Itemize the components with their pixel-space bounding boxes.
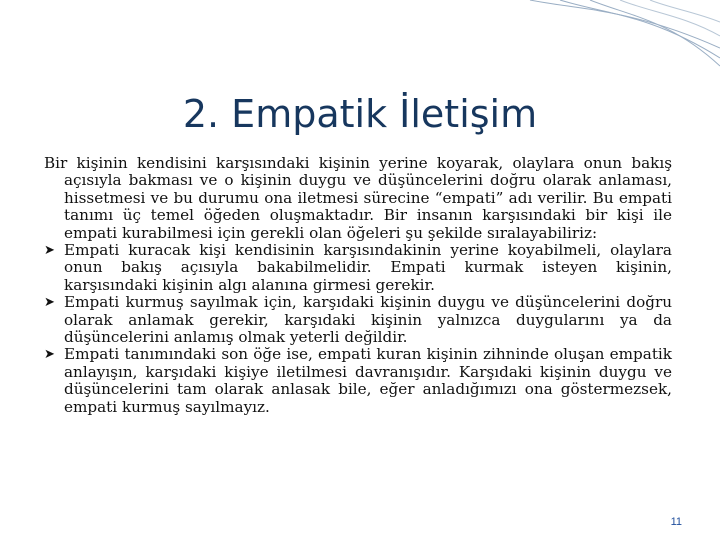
intro-paragraph: Bir kişinin kendisini karşısındaki kişinin yerine koyarak, olaylara onun bakış açısıyla bakması ve o kişinin duygu ve düşüncelerini doğru olarak anlaması, hissetmesi ve bu durumu ona iletmesi sürecine “empati” adı verilir. Bu empati tanımı üç temel öğeden oluşmaktadır. Bir insanın karşısındaki bir kişi ile empati kurabilmesi için gerekli olan öğeleri şu şekilde sıralayabiliriz: [44,154,672,242]
list-item [44,294,672,346]
bullet-text: Empati tanımındaki son öğe ise, empati kuran kişinin zihninde oluşan empatik anlayışın, karşıdaki kişiye iletilmesi davranışıdır. Karşıdaki kişinin duygu ve düşüncelerini tam olarak anlasak bile, eğer anladığımızı ona göstermezsek, empati kurmuş sayılmayız. [64,345,672,416]
arrow-bullet-icon: ➤ [44,295,55,311]
list-item [44,346,672,416]
bullet-text: Empati kurmuş sayılmak için, karşıdaki kişinin duygu ve düşüncelerini doğru olarak anlamak gerekir, karşıdaki kişinin yalnızca duygularını ya da düşüncelerini anlamış olmak yeterli değildir. [64,293,672,347]
arrow-bullet-icon: ➤ [44,243,55,259]
list-item [44,242,672,294]
slide-body [44,155,672,416]
bullet-text: Empati kuracak kişi kendisinin karşısındakinin yerine koyabilmeli, olaylara onun bakış açısıyla bakabilmelidir. Empati kurmak isteyen kişinin, karşısındaki kişinin algı alanına girmesi gerekir. [64,241,672,294]
bullet-list [44,242,672,416]
corner-wave-decoration [520,0,720,70]
slide-title: 2. Empatik İletişim [182,92,538,136]
arrow-bullet-icon: ➤ [44,347,55,363]
page-number: 11 [670,516,682,528]
